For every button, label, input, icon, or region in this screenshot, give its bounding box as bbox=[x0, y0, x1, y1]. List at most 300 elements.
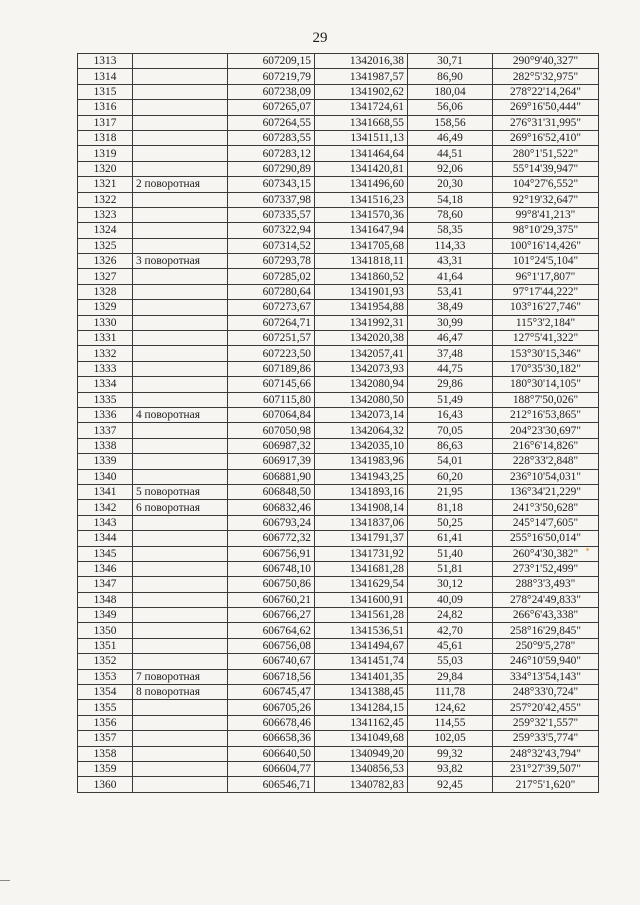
distance-cell: 60,20 bbox=[408, 469, 493, 484]
table-row bbox=[78, 685, 599, 700]
table-row bbox=[78, 269, 599, 284]
direction-angle-cell: 257°20'42,455" bbox=[493, 700, 599, 715]
y-coordinate-cell: 1341536,51 bbox=[315, 623, 408, 638]
point-number-cell: 1321 bbox=[78, 177, 133, 192]
point-number-cell: 1341 bbox=[78, 484, 133, 499]
direction-angle-cell: 250°9'5,278" bbox=[493, 638, 599, 653]
table-row bbox=[78, 100, 599, 115]
table-row bbox=[78, 284, 599, 299]
point-name-cell bbox=[133, 331, 228, 346]
point-name-cell bbox=[133, 84, 228, 99]
distance-cell: 30,12 bbox=[408, 577, 493, 592]
y-coordinate-cell: 1341901,93 bbox=[315, 284, 408, 299]
x-coordinate-cell: 606745,47 bbox=[228, 685, 315, 700]
point-number-cell: 1339 bbox=[78, 454, 133, 469]
distance-cell: 114,55 bbox=[408, 715, 493, 730]
point-name-cell bbox=[133, 715, 228, 730]
direction-angle-cell: 97°17'44,222" bbox=[493, 284, 599, 299]
y-coordinate-cell: 1341284,15 bbox=[315, 700, 408, 715]
distance-cell: 58,35 bbox=[408, 223, 493, 238]
direction-angle-cell: 288°3'3,493" bbox=[493, 577, 599, 592]
x-coordinate-cell: 606987,32 bbox=[228, 438, 315, 453]
point-number-cell: 1350 bbox=[78, 623, 133, 638]
y-coordinate-cell: 1341496,60 bbox=[315, 177, 408, 192]
table-row bbox=[78, 700, 599, 715]
x-coordinate-cell: 607343,15 bbox=[228, 177, 315, 192]
direction-angle-cell: 236°10'54,031" bbox=[493, 469, 599, 484]
point-number-cell: 1353 bbox=[78, 669, 133, 684]
direction-angle-cell: 136°34'21,229" bbox=[493, 484, 599, 499]
direction-angle-cell: 280°1'51,522" bbox=[493, 146, 599, 161]
point-name-cell bbox=[133, 223, 228, 238]
point-number-cell: 1336 bbox=[78, 407, 133, 422]
distance-cell: 46,49 bbox=[408, 130, 493, 145]
direction-angle-cell: 278°22'14,264" bbox=[493, 84, 599, 99]
distance-cell: 21,95 bbox=[408, 484, 493, 499]
direction-angle-cell: 100°16'14,426" bbox=[493, 238, 599, 253]
x-coordinate-cell: 607322,94 bbox=[228, 223, 315, 238]
x-coordinate-cell: 606718,56 bbox=[228, 669, 315, 684]
point-name-cell: 2 поворотная bbox=[133, 177, 228, 192]
x-coordinate-cell: 607264,71 bbox=[228, 315, 315, 330]
direction-angle-cell: 104°27'6,552" bbox=[493, 177, 599, 192]
x-coordinate-cell: 607223,50 bbox=[228, 346, 315, 361]
point-name-cell bbox=[133, 69, 228, 84]
y-coordinate-cell: 1341705,68 bbox=[315, 238, 408, 253]
table-row bbox=[78, 361, 599, 376]
x-coordinate-cell: 606705,26 bbox=[228, 700, 315, 715]
x-coordinate-cell: 606764,62 bbox=[228, 623, 315, 638]
x-coordinate-cell: 607290,89 bbox=[228, 161, 315, 176]
table-row bbox=[78, 238, 599, 253]
y-coordinate-cell: 1341818,11 bbox=[315, 254, 408, 269]
direction-angle-cell: 98°10'29,375" bbox=[493, 223, 599, 238]
point-number-cell: 1338 bbox=[78, 438, 133, 453]
x-coordinate-cell: 607337,98 bbox=[228, 192, 315, 207]
distance-cell: 86,63 bbox=[408, 438, 493, 453]
table-row bbox=[78, 146, 599, 161]
table-row bbox=[78, 130, 599, 145]
distance-cell: 30,99 bbox=[408, 315, 493, 330]
point-number-cell: 1331 bbox=[78, 331, 133, 346]
y-coordinate-cell: 1341451,74 bbox=[315, 654, 408, 669]
point-number-cell: 1325 bbox=[78, 238, 133, 253]
direction-angle-cell: 273°1'52,499" bbox=[493, 561, 599, 576]
point-number-cell: 1335 bbox=[78, 392, 133, 407]
x-coordinate-cell: 607314,52 bbox=[228, 238, 315, 253]
x-coordinate-cell: 607335,57 bbox=[228, 207, 315, 222]
y-coordinate-cell: 1341943,25 bbox=[315, 469, 408, 484]
direction-angle-cell: 204°23'30,697" bbox=[493, 423, 599, 438]
direction-angle-cell: 248°32'43,794" bbox=[493, 746, 599, 761]
distance-cell: 114,33 bbox=[408, 238, 493, 253]
y-coordinate-cell: 1341681,28 bbox=[315, 561, 408, 576]
point-number-cell: 1349 bbox=[78, 608, 133, 623]
point-number-cell: 1324 bbox=[78, 223, 133, 238]
point-number-cell: 1318 bbox=[78, 130, 133, 145]
point-number-cell: 1329 bbox=[78, 300, 133, 315]
distance-cell: 102,05 bbox=[408, 731, 493, 746]
distance-cell: 45,61 bbox=[408, 638, 493, 653]
y-coordinate-cell: 1341724,61 bbox=[315, 100, 408, 115]
table-row bbox=[78, 454, 599, 469]
table-row bbox=[78, 161, 599, 176]
direction-angle-cell: 255°16'50,014" bbox=[493, 531, 599, 546]
x-coordinate-cell: 606766,27 bbox=[228, 608, 315, 623]
direction-angle-cell: 258°16'29,845" bbox=[493, 623, 599, 638]
point-name-cell bbox=[133, 623, 228, 638]
y-coordinate-cell: 1342073,14 bbox=[315, 407, 408, 422]
table-row bbox=[78, 423, 599, 438]
point-number-cell: 1343 bbox=[78, 515, 133, 530]
distance-cell: 92,06 bbox=[408, 161, 493, 176]
direction-angle-cell: 241°3'50,628" bbox=[493, 500, 599, 515]
distance-cell: 99,32 bbox=[408, 746, 493, 761]
y-coordinate-cell: 1341992,31 bbox=[315, 315, 408, 330]
x-coordinate-cell: 606750,86 bbox=[228, 577, 315, 592]
direction-angle-cell: 260°4'30,382" bbox=[493, 546, 599, 561]
y-coordinate-cell: 1342073,93 bbox=[315, 361, 408, 376]
x-coordinate-cell: 607050,98 bbox=[228, 423, 315, 438]
distance-cell: 44,75 bbox=[408, 361, 493, 376]
y-coordinate-cell: 1341162,45 bbox=[315, 715, 408, 730]
x-coordinate-cell: 606756,91 bbox=[228, 546, 315, 561]
table-row bbox=[78, 438, 599, 453]
y-coordinate-cell: 1341511,13 bbox=[315, 130, 408, 145]
x-coordinate-cell: 606772,32 bbox=[228, 531, 315, 546]
point-number-cell: 1323 bbox=[78, 207, 133, 222]
y-coordinate-cell: 1342080,94 bbox=[315, 377, 408, 392]
point-name-cell bbox=[133, 454, 228, 469]
direction-angle-cell: 231°27'39,507" bbox=[493, 761, 599, 776]
table-row bbox=[78, 84, 599, 99]
distance-cell: 51,49 bbox=[408, 392, 493, 407]
y-coordinate-cell: 1341600,91 bbox=[315, 592, 408, 607]
distance-cell: 56,06 bbox=[408, 100, 493, 115]
table-row bbox=[78, 115, 599, 130]
point-number-cell: 1326 bbox=[78, 254, 133, 269]
table-row bbox=[78, 761, 599, 776]
table-row bbox=[78, 715, 599, 730]
y-coordinate-cell: 1341401,35 bbox=[315, 669, 408, 684]
point-name-cell bbox=[133, 115, 228, 130]
point-number-cell: 1347 bbox=[78, 577, 133, 592]
distance-cell: 40,09 bbox=[408, 592, 493, 607]
point-name-cell: 5 поворотная bbox=[133, 484, 228, 499]
point-number-cell: 1315 bbox=[78, 84, 133, 99]
distance-cell: 111,78 bbox=[408, 685, 493, 700]
y-coordinate-cell: 1341629,54 bbox=[315, 577, 408, 592]
y-coordinate-cell: 1340856,53 bbox=[315, 761, 408, 776]
direction-angle-cell: 259°33'5,774" bbox=[493, 731, 599, 746]
y-coordinate-cell: 1342057,41 bbox=[315, 346, 408, 361]
x-coordinate-cell: 606848,50 bbox=[228, 484, 315, 499]
table-row bbox=[78, 561, 599, 576]
point-number-cell: 1333 bbox=[78, 361, 133, 376]
point-number-cell: 1319 bbox=[78, 146, 133, 161]
y-coordinate-cell: 1342020,38 bbox=[315, 331, 408, 346]
distance-cell: 158,56 bbox=[408, 115, 493, 130]
point-name-cell bbox=[133, 300, 228, 315]
point-name-cell bbox=[133, 638, 228, 653]
x-coordinate-cell: 607209,15 bbox=[228, 54, 315, 69]
x-coordinate-cell: 606640,50 bbox=[228, 746, 315, 761]
x-coordinate-cell: 607293,78 bbox=[228, 254, 315, 269]
x-coordinate-cell: 606760,21 bbox=[228, 592, 315, 607]
point-name-cell bbox=[133, 654, 228, 669]
distance-cell: 53,41 bbox=[408, 284, 493, 299]
y-coordinate-cell: 1341647,94 bbox=[315, 223, 408, 238]
point-name-cell: 3 поворотная bbox=[133, 254, 228, 269]
table-row bbox=[78, 331, 599, 346]
y-coordinate-cell: 1341983,96 bbox=[315, 454, 408, 469]
point-number-cell: 1316 bbox=[78, 100, 133, 115]
direction-angle-cell: 103°16'27,746" bbox=[493, 300, 599, 315]
table-row bbox=[78, 346, 599, 361]
y-coordinate-cell: 1341561,28 bbox=[315, 608, 408, 623]
distance-cell: 24,82 bbox=[408, 608, 493, 623]
point-number-cell: 1344 bbox=[78, 531, 133, 546]
scan-mark bbox=[586, 548, 589, 551]
x-coordinate-cell: 607283,12 bbox=[228, 146, 315, 161]
point-name-cell bbox=[133, 377, 228, 392]
point-name-cell bbox=[133, 438, 228, 453]
point-number-cell: 1322 bbox=[78, 192, 133, 207]
direction-angle-cell: 92°19'32,647" bbox=[493, 192, 599, 207]
y-coordinate-cell: 1341954,88 bbox=[315, 300, 408, 315]
table-row bbox=[78, 300, 599, 315]
table-row bbox=[78, 515, 599, 530]
direction-angle-cell: 290°9'40,327" bbox=[493, 54, 599, 69]
table-row bbox=[78, 407, 599, 422]
distance-cell: 70,05 bbox=[408, 423, 493, 438]
y-coordinate-cell: 1341464,64 bbox=[315, 146, 408, 161]
point-name-cell bbox=[133, 192, 228, 207]
x-coordinate-cell: 607265,07 bbox=[228, 100, 315, 115]
direction-angle-cell: 245°14'7,605" bbox=[493, 515, 599, 530]
y-coordinate-cell: 1341516,23 bbox=[315, 192, 408, 207]
distance-cell: 29,86 bbox=[408, 377, 493, 392]
x-coordinate-cell: 606678,46 bbox=[228, 715, 315, 730]
table-row bbox=[78, 500, 599, 515]
point-number-cell: 1352 bbox=[78, 654, 133, 669]
point-name-cell bbox=[133, 392, 228, 407]
direction-angle-cell: 99°8'41,213" bbox=[493, 207, 599, 222]
point-number-cell: 1314 bbox=[78, 69, 133, 84]
point-number-cell: 1356 bbox=[78, 715, 133, 730]
distance-cell: 38,49 bbox=[408, 300, 493, 315]
x-coordinate-cell: 606546,71 bbox=[228, 777, 315, 792]
point-name-cell bbox=[133, 130, 228, 145]
y-coordinate-cell: 1341987,57 bbox=[315, 69, 408, 84]
distance-cell: 46,47 bbox=[408, 331, 493, 346]
point-name-cell bbox=[133, 207, 228, 222]
edge-mark bbox=[0, 880, 10, 881]
point-number-cell: 1334 bbox=[78, 377, 133, 392]
distance-cell: 44,51 bbox=[408, 146, 493, 161]
point-name-cell bbox=[133, 515, 228, 530]
y-coordinate-cell: 1341902,62 bbox=[315, 84, 408, 99]
distance-cell: 124,62 bbox=[408, 700, 493, 715]
point-name-cell bbox=[133, 146, 228, 161]
table-row bbox=[78, 223, 599, 238]
distance-cell: 51,40 bbox=[408, 546, 493, 561]
direction-angle-cell: 246°10'59,940" bbox=[493, 654, 599, 669]
coordinates-table bbox=[77, 53, 599, 793]
direction-angle-cell: 216°6'14,826" bbox=[493, 438, 599, 453]
point-number-cell: 1340 bbox=[78, 469, 133, 484]
point-number-cell: 1320 bbox=[78, 161, 133, 176]
x-coordinate-cell: 607145,66 bbox=[228, 377, 315, 392]
point-name-cell bbox=[133, 608, 228, 623]
distance-cell: 37,48 bbox=[408, 346, 493, 361]
table-row bbox=[78, 207, 599, 222]
point-name-cell bbox=[133, 761, 228, 776]
point-name-cell bbox=[133, 161, 228, 176]
distance-cell: 16,43 bbox=[408, 407, 493, 422]
direction-angle-cell: 217°5'1,620" bbox=[493, 777, 599, 792]
direction-angle-cell: 101°24'5,104" bbox=[493, 254, 599, 269]
direction-angle-cell: 228°33'2,848" bbox=[493, 454, 599, 469]
x-coordinate-cell: 607283,55 bbox=[228, 130, 315, 145]
direction-angle-cell: 282°5'32,975" bbox=[493, 69, 599, 84]
point-number-cell: 1360 bbox=[78, 777, 133, 792]
x-coordinate-cell: 606756,08 bbox=[228, 638, 315, 653]
point-number-cell: 1345 bbox=[78, 546, 133, 561]
point-name-cell: 4 поворотная bbox=[133, 407, 228, 422]
point-name-cell bbox=[133, 777, 228, 792]
x-coordinate-cell: 606604,77 bbox=[228, 761, 315, 776]
distance-cell: 180,04 bbox=[408, 84, 493, 99]
point-name-cell bbox=[133, 269, 228, 284]
point-number-cell: 1342 bbox=[78, 500, 133, 515]
y-coordinate-cell: 1341049,68 bbox=[315, 731, 408, 746]
x-coordinate-cell: 607264,55 bbox=[228, 115, 315, 130]
point-number-cell: 1313 bbox=[78, 54, 133, 69]
direction-angle-cell: 259°32'1,557" bbox=[493, 715, 599, 730]
x-coordinate-cell: 606917,39 bbox=[228, 454, 315, 469]
x-coordinate-cell: 607273,67 bbox=[228, 300, 315, 315]
point-name-cell bbox=[133, 731, 228, 746]
distance-cell: 51,81 bbox=[408, 561, 493, 576]
distance-cell: 55,03 bbox=[408, 654, 493, 669]
coordinates-table-body bbox=[78, 54, 599, 793]
point-number-cell: 1317 bbox=[78, 115, 133, 130]
table-row bbox=[78, 392, 599, 407]
distance-cell: 61,41 bbox=[408, 531, 493, 546]
x-coordinate-cell: 606832,46 bbox=[228, 500, 315, 515]
distance-cell: 50,25 bbox=[408, 515, 493, 530]
page-number: 29 bbox=[312, 30, 328, 46]
point-name-cell bbox=[133, 592, 228, 607]
point-name-cell bbox=[133, 423, 228, 438]
table-row bbox=[78, 746, 599, 761]
table-row bbox=[78, 608, 599, 623]
direction-angle-cell: 334°13'54,143" bbox=[493, 669, 599, 684]
x-coordinate-cell: 607238,09 bbox=[228, 84, 315, 99]
direction-angle-cell: 127°5'41,322" bbox=[493, 331, 599, 346]
table-row bbox=[78, 377, 599, 392]
y-coordinate-cell: 1342016,38 bbox=[315, 54, 408, 69]
point-number-cell: 1348 bbox=[78, 592, 133, 607]
point-name-cell bbox=[133, 546, 228, 561]
point-number-cell: 1355 bbox=[78, 700, 133, 715]
point-name-cell bbox=[133, 361, 228, 376]
point-number-cell: 1354 bbox=[78, 685, 133, 700]
distance-cell: 54,18 bbox=[408, 192, 493, 207]
direction-angle-cell: 269°16'52,410" bbox=[493, 130, 599, 145]
point-name-cell: 8 поворотная bbox=[133, 685, 228, 700]
point-name-cell bbox=[133, 284, 228, 299]
table-row bbox=[78, 177, 599, 192]
table-row bbox=[78, 638, 599, 653]
x-coordinate-cell: 606658,36 bbox=[228, 731, 315, 746]
table-row bbox=[78, 592, 599, 607]
point-number-cell: 1346 bbox=[78, 561, 133, 576]
x-coordinate-cell: 606748,10 bbox=[228, 561, 315, 576]
point-number-cell: 1359 bbox=[78, 761, 133, 776]
direction-angle-cell: 248°33'0,724" bbox=[493, 685, 599, 700]
point-number-cell: 1357 bbox=[78, 731, 133, 746]
x-coordinate-cell: 607280,64 bbox=[228, 284, 315, 299]
point-number-cell: 1351 bbox=[78, 638, 133, 653]
direction-angle-cell: 212°16'53,865" bbox=[493, 407, 599, 422]
y-coordinate-cell: 1341837,06 bbox=[315, 515, 408, 530]
y-coordinate-cell: 1340782,83 bbox=[315, 777, 408, 792]
direction-angle-cell: 188°7'50,026" bbox=[493, 392, 599, 407]
point-name-cell bbox=[133, 238, 228, 253]
point-name-cell: 7 поворотная bbox=[133, 669, 228, 684]
distance-cell: 93,82 bbox=[408, 761, 493, 776]
table-row bbox=[78, 315, 599, 330]
direction-angle-cell: 278°24'49,833" bbox=[493, 592, 599, 607]
point-number-cell: 1337 bbox=[78, 423, 133, 438]
direction-angle-cell: 170°35'30,182" bbox=[493, 361, 599, 376]
point-name-cell: 6 поворотная bbox=[133, 500, 228, 515]
table-row bbox=[78, 54, 599, 69]
distance-cell: 86,90 bbox=[408, 69, 493, 84]
y-coordinate-cell: 1341388,45 bbox=[315, 685, 408, 700]
point-name-cell bbox=[133, 531, 228, 546]
distance-cell: 42,70 bbox=[408, 623, 493, 638]
y-coordinate-cell: 1341893,16 bbox=[315, 484, 408, 499]
y-coordinate-cell: 1342035,10 bbox=[315, 438, 408, 453]
table-row bbox=[78, 623, 599, 638]
x-coordinate-cell: 607189,86 bbox=[228, 361, 315, 376]
x-coordinate-cell: 607115,80 bbox=[228, 392, 315, 407]
point-name-cell bbox=[133, 315, 228, 330]
x-coordinate-cell: 607251,57 bbox=[228, 331, 315, 346]
point-number-cell: 1328 bbox=[78, 284, 133, 299]
y-coordinate-cell: 1340949,20 bbox=[315, 746, 408, 761]
table-row bbox=[78, 69, 599, 84]
y-coordinate-cell: 1341570,36 bbox=[315, 207, 408, 222]
x-coordinate-cell: 606793,24 bbox=[228, 515, 315, 530]
distance-cell: 81,18 bbox=[408, 500, 493, 515]
y-coordinate-cell: 1341860,52 bbox=[315, 269, 408, 284]
table-row bbox=[78, 731, 599, 746]
x-coordinate-cell: 607219,79 bbox=[228, 69, 315, 84]
direction-angle-cell: 276°31'31,995" bbox=[493, 115, 599, 130]
y-coordinate-cell: 1341494,67 bbox=[315, 638, 408, 653]
distance-cell: 54,01 bbox=[408, 454, 493, 469]
direction-angle-cell: 266°6'43,338" bbox=[493, 608, 599, 623]
x-coordinate-cell: 606740,67 bbox=[228, 654, 315, 669]
point-name-cell bbox=[133, 346, 228, 361]
table-row bbox=[78, 669, 599, 684]
point-name-cell bbox=[133, 746, 228, 761]
point-name-cell bbox=[133, 561, 228, 576]
